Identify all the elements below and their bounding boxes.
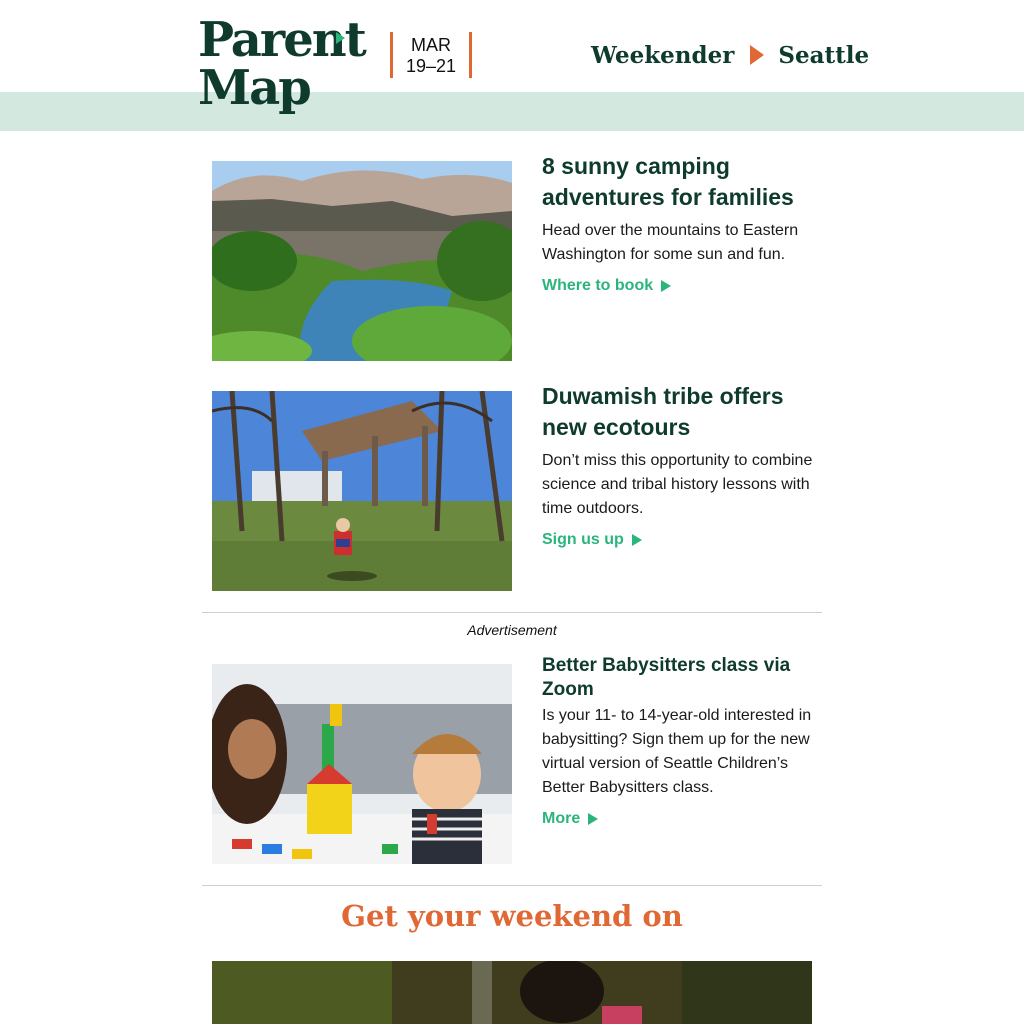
play-arrow-icon — [588, 813, 598, 825]
date-month: MAR — [411, 35, 451, 55]
article-description: Don’t miss this opportunity to combine science and tribal history lessons with time outdoors. — [542, 452, 813, 517]
brand-weekender: Weekender — [591, 41, 735, 69]
article-title[interactable]: Duwamish tribe offers new ecotours — [542, 383, 784, 440]
section-heading: Get your weekend on — [341, 899, 683, 933]
parentmap-logo[interactable] — [198, 12, 365, 116]
logo-text-parent: Parent — [198, 12, 365, 68]
play-arrow-icon — [632, 534, 642, 546]
divider — [202, 612, 822, 613]
newsletter-brand — [591, 40, 869, 70]
date-badge — [390, 32, 472, 78]
advertisement-label: Advertisement — [467, 622, 557, 638]
logo-text-map: Map — [198, 60, 310, 116]
babysitters-image[interactable] — [212, 664, 512, 864]
logo-triangle-icon — [336, 32, 345, 44]
ecotour-park-image[interactable] — [212, 391, 512, 591]
play-arrow-icon — [661, 280, 671, 292]
link-label: Where to book — [542, 277, 654, 294]
header-band — [0, 92, 1024, 131]
date-days: 19–21 — [405, 56, 457, 76]
weekend-feature-image[interactable] — [212, 961, 812, 1024]
header — [0, 0, 1024, 116]
ad-title[interactable]: Better Babysitters class via Zoom — [542, 655, 791, 700]
sign-us-up-link[interactable] — [542, 531, 642, 549]
article-title[interactable]: 8 sunny camping adventures for families — [542, 153, 794, 210]
more-link[interactable] — [542, 810, 598, 828]
link-label: More — [542, 810, 581, 827]
brand-seattle: Seattle — [778, 41, 870, 69]
article-camping — [212, 153, 822, 361]
divider — [202, 885, 822, 886]
ad-description: Is your 11- to 14-year-old interested in babysitting? Sign them up for the new virtual version of Seattle Children’s Better Babysitters class. — [542, 707, 812, 796]
article-description: Head over the mountains to Eastern Washington for some sun and fun. — [542, 222, 799, 263]
link-label: Sign us up — [542, 531, 624, 548]
article-ecotours — [212, 383, 822, 591]
ad-babysitters — [212, 655, 822, 864]
play-arrow-icon — [750, 45, 764, 65]
camping-river-image[interactable] — [212, 161, 512, 361]
where-to-book-link[interactable] — [542, 277, 671, 295]
